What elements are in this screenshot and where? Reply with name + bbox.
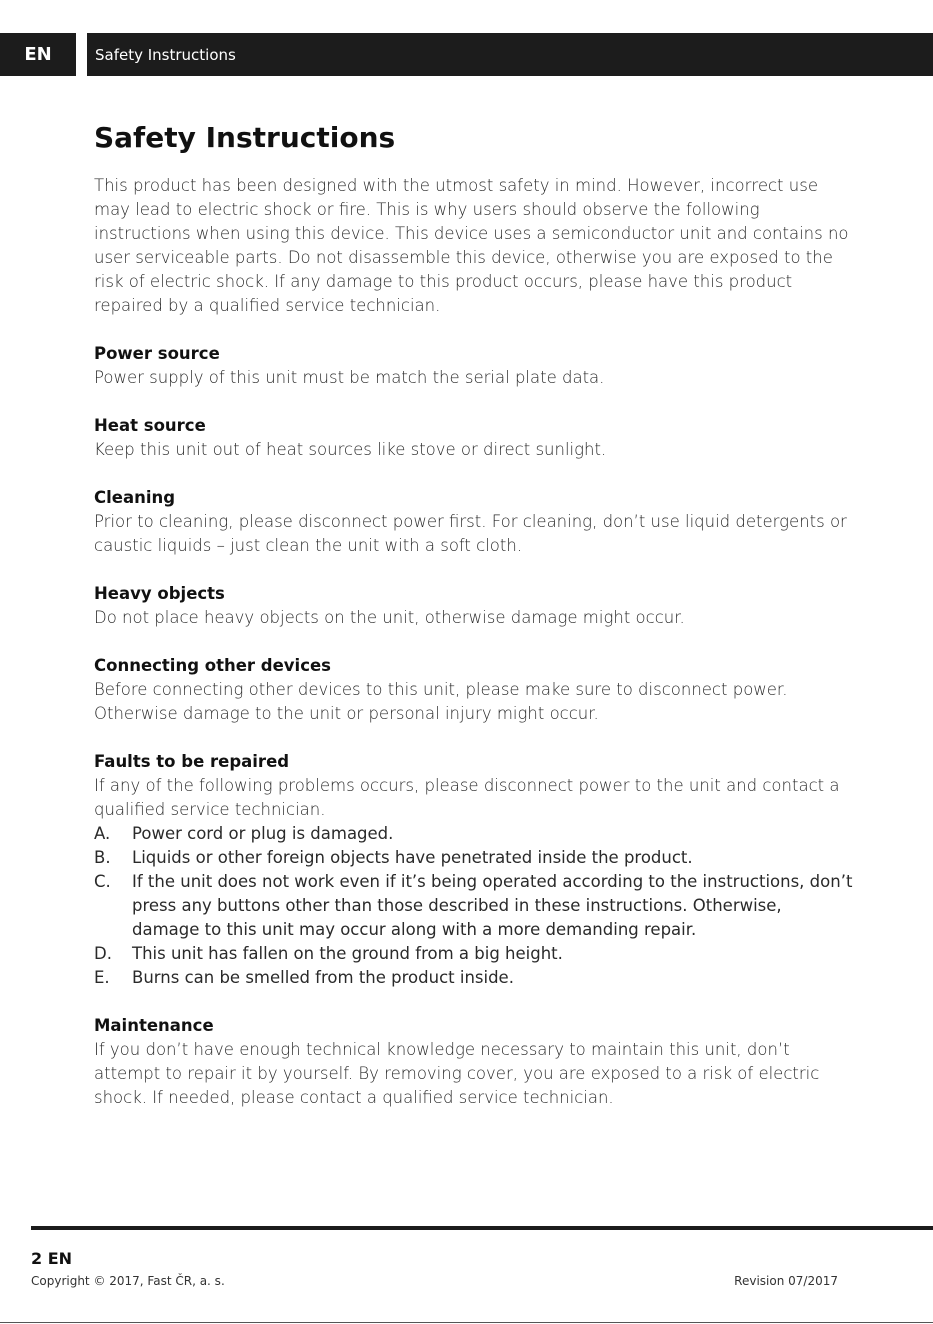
section-text: Power supply of this unit must be match the serial plate data. xyxy=(94,368,605,387)
section-faults xyxy=(94,750,854,990)
section-text: Keep this unit out of heat sources like stove or direct sunlight. xyxy=(94,440,607,459)
list-item-text: Burns can be smelled from the product inside. xyxy=(132,968,514,987)
section-cleaning xyxy=(94,486,854,558)
section-text: If you don’t have enough technical knowledge necessary to maintain this unit, don’t attempt to repair it by yourself. By removing cover, you are exposed to a risk of electric shock. If needed, please contact a qualified service technician. xyxy=(94,1040,820,1107)
intro-paragraph: This product has been designed with the utmost safety in mind. However, incorrect use may lead to electric shock or fire. This is why users should observe the following instructions when using this device. This device uses a semiconductor unit and contains no user serviceable parts. Do not disassemble this device, otherwise you are exposed to the risk of electric shock. If any damage to this product occurs, please have this product repaired by a qualified service technician. xyxy=(94,176,849,315)
section-text: Prior to cleaning, please disconnect power first. For cleaning, don’t use liquid detergents or caustic liquids – just clean the unit with a soft cloth. xyxy=(94,512,847,555)
list-marker: E. xyxy=(94,968,110,987)
section-heading: Maintenance xyxy=(94,1016,214,1035)
list-item-text: Power cord or plug is damaged. xyxy=(132,824,394,843)
page-title: Safety Instructions xyxy=(94,121,396,154)
section-heading: Connecting other devices xyxy=(94,656,332,675)
faults-list xyxy=(94,822,854,990)
section-heat-source xyxy=(94,414,854,462)
copyright-text: Copyright © 2017, Fast ČR, a. s. xyxy=(31,1274,225,1288)
footer-divider xyxy=(31,1226,933,1230)
section-heading: Cleaning xyxy=(94,488,176,507)
list-marker: D. xyxy=(94,944,112,963)
page-edge-line xyxy=(0,1322,933,1323)
page-number: 2 EN xyxy=(31,1249,73,1268)
section-text: Do not place heavy objects on the unit, otherwise damage might occur. xyxy=(94,608,685,627)
revision-text: Revision 07/2017 xyxy=(734,1274,838,1288)
header-bar xyxy=(87,33,933,76)
list-item xyxy=(94,822,854,846)
section-heading: Faults to be repaired xyxy=(94,752,290,771)
main-content xyxy=(94,118,854,1110)
section-heading: Power source xyxy=(94,344,220,363)
language-badge: EN xyxy=(0,33,76,76)
list-item xyxy=(94,846,854,870)
list-item xyxy=(94,870,854,942)
header-title: Safety Instructions xyxy=(95,45,236,64)
list-item xyxy=(94,942,854,966)
list-marker: A. xyxy=(94,824,111,843)
list-item xyxy=(94,966,854,990)
section-text: Before connecting other devices to this unit, please make sure to disconnect power. Otherwise damage to the unit or personal injury might occur. xyxy=(94,680,788,723)
list-marker: C. xyxy=(94,872,111,891)
list-item-text: If the unit does not work even if it’s being operated according to the instructions, don’t press any buttons other than those described in these instructions. Otherwise, damage to this unit may occur along with a more demanding repair. xyxy=(132,872,853,939)
section-connecting-devices xyxy=(94,654,854,726)
section-maintenance xyxy=(94,1014,854,1110)
section-heading: Heat source xyxy=(94,416,206,435)
section-heading: Heavy objects xyxy=(94,584,225,603)
list-marker: B. xyxy=(94,848,111,867)
list-item-text: This unit has fallen on the ground from a big height. xyxy=(132,944,563,963)
list-item-text: Liquids or other foreign objects have penetrated inside the product. xyxy=(132,848,693,867)
section-heavy-objects xyxy=(94,582,854,630)
section-text: If any of the following problems occurs, please disconnect power to the unit and contact a qualified service technician. xyxy=(94,776,840,819)
section-power-source xyxy=(94,342,854,390)
